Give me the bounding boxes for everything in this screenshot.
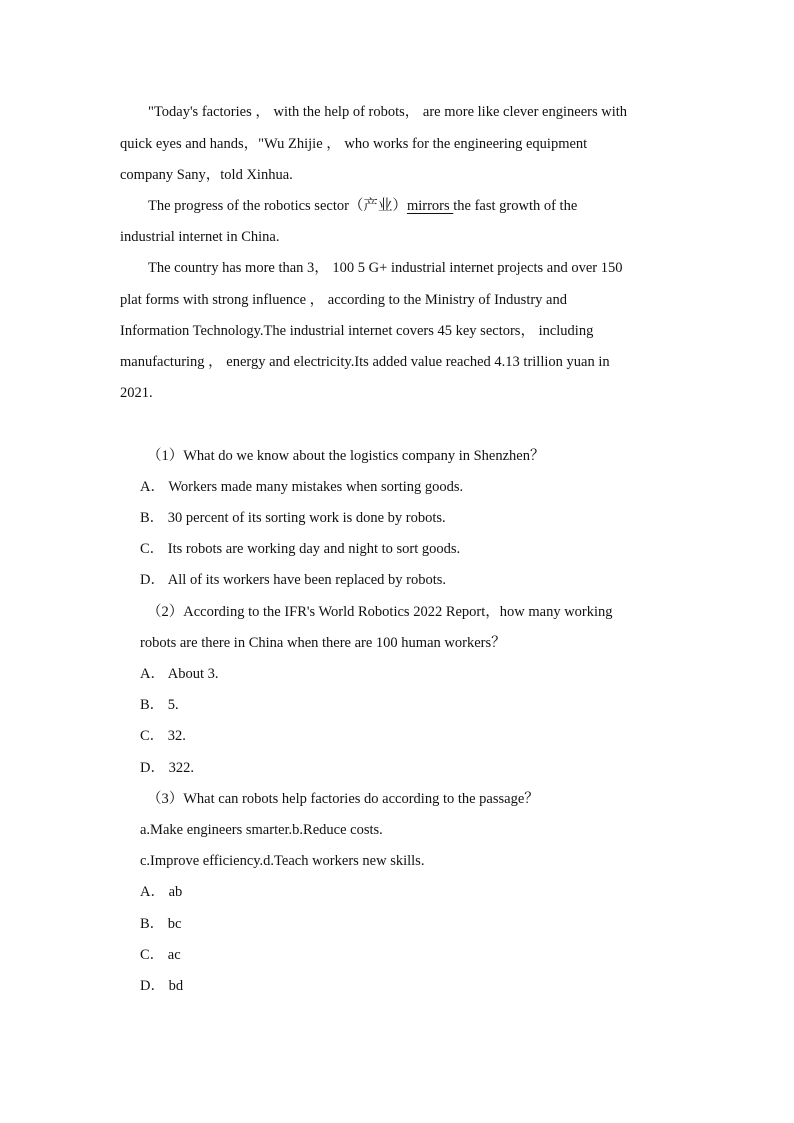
passage-line: industrial internet in China. <box>120 229 280 245</box>
option-a: A． Workers made many mistakes when sorting goods. <box>140 479 464 495</box>
question-stem: （2）According to the IFR's World Robotics 2022 Report，how many working <box>147 604 613 620</box>
passage-text: the fast growth of the <box>453 198 578 214</box>
passage-line <box>148 196 577 216</box>
option-c: C． Its robots are working day and night to sort goods. <box>140 541 461 557</box>
passage-line: The country has more than 3， 100 5 G+ industrial internet projects and over 150 <box>148 260 623 276</box>
passage-line: company Sany，told Xinhua. <box>120 167 293 183</box>
passage-line: manufacturing ， energy and electricity.Its added value reached 4.13 trillion yuan in <box>120 354 610 370</box>
option-d: D． bd <box>140 978 184 994</box>
option-b: B． bc <box>140 916 182 932</box>
passage-line: Information Technology.The industrial internet covers 45 key sectors， including <box>120 323 594 339</box>
underlined-word: mirrors <box>406 198 454 214</box>
passage-line: 2021. <box>120 385 153 401</box>
passage-line: quick eyes and hands，"Wu Zhijie ， who works for the engineering equipment <box>120 136 588 152</box>
question-statements: a.Make engineers smarter.b.Reduce costs. <box>140 822 383 838</box>
option-b: B． 5. <box>140 697 179 713</box>
option-d: D． 322. <box>140 760 194 776</box>
option-b: B． 30 percent of its sorting work is done by robots. <box>140 510 446 526</box>
option-a: A． ab <box>140 884 183 900</box>
passage-text: The progress of the robotics sector（产业） <box>148 198 407 214</box>
question-statements: c.Improve efficiency.d.Teach workers new skills. <box>140 853 425 869</box>
option-d: D． All of its workers have been replaced by robots. <box>140 572 447 588</box>
question-stem: robots are there in China when there are 100 human workers？ <box>140 635 506 651</box>
question-stem: （3）What can robots help factories do according to the passage？ <box>147 791 539 807</box>
passage-line: "Today's factories ， with the help of robots， are more like clever engineers with <box>148 104 628 120</box>
question-stem: （1）What do we know about the logistics company in Shenzhen？ <box>147 448 545 464</box>
option-c: C． 32. <box>140 728 186 744</box>
option-c: C． ac <box>140 947 181 963</box>
option-a: A． About 3. <box>140 666 219 682</box>
passage-line: plat forms with strong influence ， according to the Ministry of Industry and <box>120 292 567 308</box>
